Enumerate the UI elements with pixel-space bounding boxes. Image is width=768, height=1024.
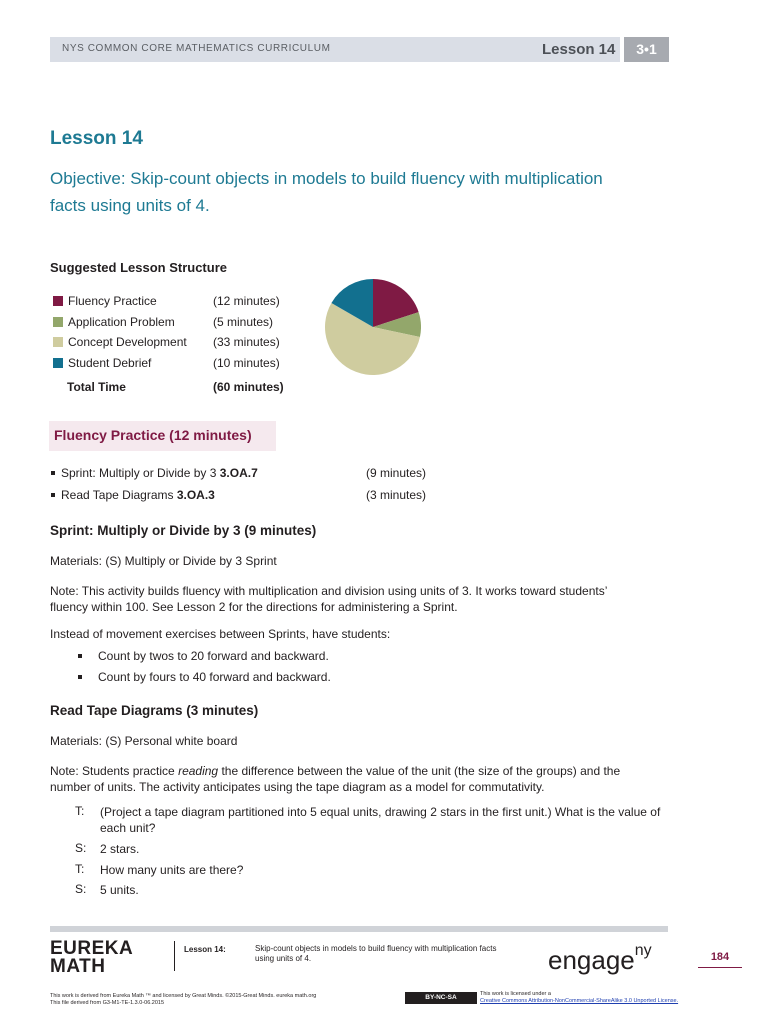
footer-desc-line: Skip-count objects in models to build fluency with multiplication facts — [255, 944, 497, 953]
total-time-minutes: (60 minutes) — [213, 380, 284, 394]
structure-minutes: (33 minutes) — [213, 335, 280, 349]
list-item — [77, 670, 331, 684]
sprint-heading: Sprint: Multiply or Divide by 3 (9 minutes) — [50, 523, 317, 538]
note-emphasis: reading — [178, 764, 219, 778]
objective-line-1: Objective: Skip-count objects in models to build fluency with multiplication — [50, 169, 603, 188]
dialogue-speaker: S: — [75, 841, 87, 855]
structure-minutes: (10 minutes) — [213, 356, 280, 370]
fluency-item — [50, 466, 258, 480]
dialogue-text: 5 units. — [100, 883, 139, 897]
footer-lesson: Lesson 14: — [184, 945, 226, 954]
derived-notice — [50, 993, 316, 1007]
module-badge: 3•1 — [624, 37, 669, 62]
footer-description — [255, 944, 555, 964]
dialogue-text: How many units are there? — [100, 863, 244, 877]
tape-materials: Materials: (S) Personal white board — [50, 734, 238, 748]
lesson-title: Lesson 14 — [50, 128, 143, 149]
note-text: Note: Students practice — [50, 764, 179, 778]
structure-minutes: (12 minutes) — [213, 294, 280, 308]
list-item — [77, 649, 329, 663]
structure-label: Concept Development — [68, 335, 187, 349]
dialogue-speaker: T: — [75, 862, 85, 876]
legend-swatch — [53, 358, 63, 368]
note-line: Note: This activity builds fluency with multiplication and division using units of 3. It works toward students’ — [50, 584, 608, 598]
note-line — [50, 763, 680, 779]
structure-minutes: (5 minutes) — [213, 315, 274, 329]
bullet-icon — [51, 471, 55, 475]
logo-ny: ny — [634, 942, 652, 960]
cc-license-badge: BY-NC-SA — [405, 992, 477, 1004]
legend-swatch — [53, 317, 63, 327]
note-text: the difference between the value of the unit (the size of the groups) and the — [218, 764, 621, 778]
standard-code: 3.OA.7 — [219, 466, 258, 480]
structure-label: Application Problem — [68, 315, 175, 329]
structure-title: Suggested Lesson Structure — [50, 260, 227, 275]
list-item-text: Count by fours to 40 forward and backward. — [98, 670, 331, 684]
dialogue-speaker: S: — [75, 882, 87, 896]
logo-text: engage — [548, 945, 635, 975]
tape-heading: Read Tape Diagrams (3 minutes) — [50, 703, 259, 718]
fluency-item-text: Sprint: Multiply or Divide by 3 — [61, 466, 220, 480]
derived-line: This work is derived from Eureka Math ™ and licensed by Great Minds. ©2015-Great Minds. eureka math.org — [50, 993, 317, 999]
note-line: fluency within 100. See Lesson 2 for the directions for administering a Sprint. — [50, 600, 458, 614]
footer-desc-line: using units of 4. — [255, 954, 312, 963]
eureka-math-logo — [50, 940, 133, 976]
sprint-materials: Materials: (S) Multiply or Divide by 3 Sprint — [50, 554, 277, 568]
footer-divider — [174, 941, 175, 971]
total-time-label: Total Time — [67, 380, 126, 394]
dialogue-speaker: T: — [75, 804, 85, 818]
bullet-icon — [78, 654, 82, 658]
sprint-instead: Instead of movement exercises between Sprints, have students: — [50, 627, 391, 641]
objective-line-2: facts using units of 4. — [50, 196, 210, 215]
fluency-item — [50, 488, 215, 502]
fluency-item-text: Read Tape Diagrams — [61, 488, 177, 502]
bullet-icon — [78, 675, 82, 679]
engageny-logo — [548, 942, 652, 976]
page-number-underline — [698, 967, 742, 968]
legend-swatch — [53, 296, 63, 306]
license-notice — [480, 991, 678, 1005]
bullet-icon — [51, 493, 55, 497]
sprint-note — [50, 583, 680, 615]
structure-label: Student Debrief — [68, 356, 152, 370]
footer-bar — [50, 926, 668, 932]
dialogue-text: (Project a tape diagram partitioned into 5 equal units, drawing 2 stars in the first unit.) What is the value of each unit? — [100, 805, 661, 835]
tape-note — [50, 763, 680, 795]
fluency-item-minutes: (3 minutes) — [366, 488, 427, 502]
objective — [50, 165, 690, 219]
logo-line: MATH — [50, 956, 106, 977]
structure-label: Fluency Practice — [68, 294, 157, 308]
standard-code: 3.OA.3 — [176, 488, 215, 502]
fluency-item-minutes: (9 minutes) — [366, 466, 427, 480]
header-lesson: Lesson 14 — [542, 41, 616, 58]
page-number: 184 — [710, 951, 730, 963]
list-item-text: Count by twos to 20 forward and backward. — [98, 649, 329, 663]
derived-line: This file derived from G3-M1-TE-1.3.0-06.2015 — [50, 1000, 165, 1006]
license-line: This work is licensed under a — [480, 991, 551, 997]
legend-swatch — [53, 337, 63, 347]
dialogue-text: 2 stars. — [100, 842, 140, 856]
license-link[interactable]: Creative Commons Attribution-NonCommercial-ShareAlike 3.0 Unported License. — [480, 998, 679, 1004]
lesson-structure-pie-chart — [325, 277, 421, 377]
logo-line: EUREKA — [50, 938, 134, 959]
curriculum-title: NYS COMMON CORE MATHEMATICS CURRICULUM — [62, 43, 331, 54]
fluency-header: Fluency Practice (12 minutes) — [54, 427, 252, 443]
note-line: number of units. The activity anticipates using the tape diagram as a model for commutativity. — [50, 780, 545, 794]
